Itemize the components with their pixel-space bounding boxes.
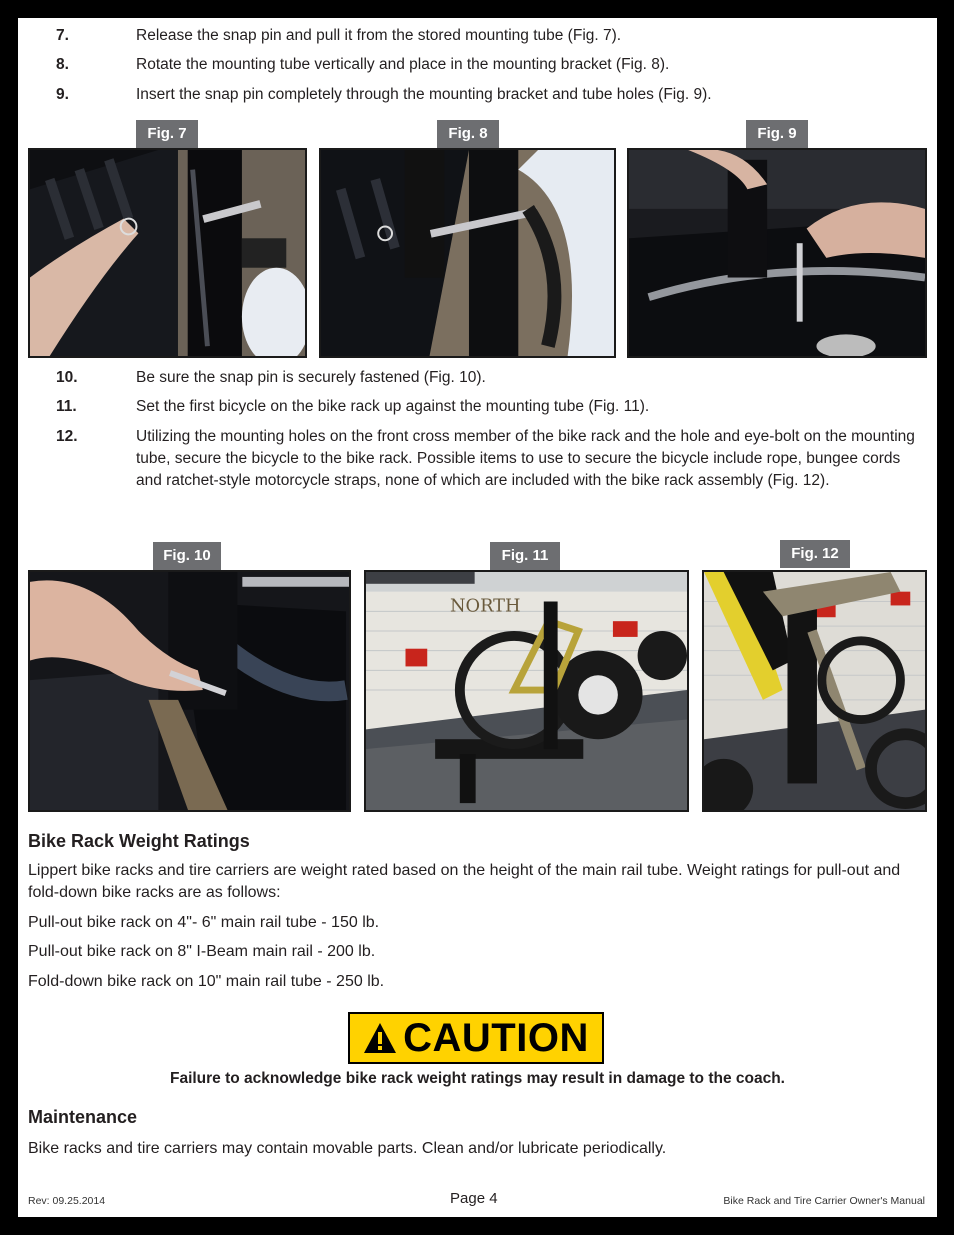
step-number: 8. <box>56 56 69 73</box>
weight-ratings-intro: Lippert bike racks and tire carriers are weight rated based on the height of the main rail tube. Weight ratings for pull-out and fold-down bike racks are as follows: <box>28 862 901 901</box>
fig-12-photo <box>702 570 927 812</box>
step-text: Set the first bicycle on the bike rack up against the mounting tube (Fig. 11). <box>136 398 650 415</box>
step-number: 9. <box>56 86 69 103</box>
fig-7-label: Fig. 7 <box>136 120 198 148</box>
rating-item: Pull-out bike rack on 4"- 6" main rail tube - 150 lb. <box>28 914 380 931</box>
step-number: 7. <box>56 27 69 44</box>
fig-9-photo <box>627 148 927 358</box>
footer-page-number: Page 4 <box>450 1190 498 1207</box>
maintenance-heading: Maintenance <box>28 1107 138 1127</box>
fig-10-label: Fig. 10 <box>153 542 221 570</box>
fig-8-label: Fig. 8 <box>437 120 499 148</box>
trailer-brand-text: NORTH <box>449 596 521 617</box>
fig-12-label: Fig. 12 <box>780 540 850 568</box>
step-text: Be sure the snap pin is securely fastened (Fig. 10). <box>136 369 486 386</box>
step-number: 11. <box>56 398 77 415</box>
step-number: 12. <box>56 428 78 445</box>
footer-manual-title: Bike Rack and Tire Carrier Owner's Manual <box>723 1195 925 1207</box>
fig-11-label: Fig. 11 <box>490 542 560 570</box>
fig-9-label: Fig. 9 <box>746 120 808 148</box>
caution-message: Failure to acknowledge bike rack weight ratings may result in damage to the coach. <box>169 1070 785 1087</box>
fig-10-photo <box>28 570 351 812</box>
manual-page <box>18 18 937 1217</box>
caution-banner <box>348 1012 604 1064</box>
maintenance-text: Bike racks and tire carriers may contain movable parts. Clean and/or lubricate periodically. <box>28 1140 667 1157</box>
fig-7-photo <box>28 148 307 358</box>
rating-item: Fold-down bike rack on 10" main rail tube - 250 lb. <box>28 973 385 990</box>
rating-item: Pull-out bike rack on 8" I-Beam main rail - 200 lb. <box>28 943 376 960</box>
step-text: Rotate the mounting tube vertically and place in the mounting bracket (Fig. 8). <box>136 56 670 73</box>
fig-11-photo <box>364 570 689 812</box>
fig-8-photo <box>319 148 616 358</box>
step-number: 10. <box>56 369 78 386</box>
caution-label: CAUTION <box>403 1015 589 1060</box>
step-text: Insert the snap pin completely through the mounting bracket and tube holes (Fig. 9). <box>136 86 712 103</box>
footer-revision: Rev: 09.25.2014 <box>28 1195 106 1207</box>
step-text: Utilizing the mounting holes on the front cross member of the bike rack and the hole and eye-bolt on the mounting tube, secure the bicycle to the bike rack. Possible items to use to secure the bicycle include rope, bungee cords and ratchet-style motorcycle straps, none of which are included with the bike rack assembly (Fig. 12). <box>136 428 915 489</box>
weight-ratings-heading: Bike Rack Weight Ratings <box>28 831 250 851</box>
warning-triangle-icon <box>363 1022 397 1054</box>
step-text: Release the snap pin and pull it from the stored mounting tube (Fig. 7). <box>136 27 622 44</box>
